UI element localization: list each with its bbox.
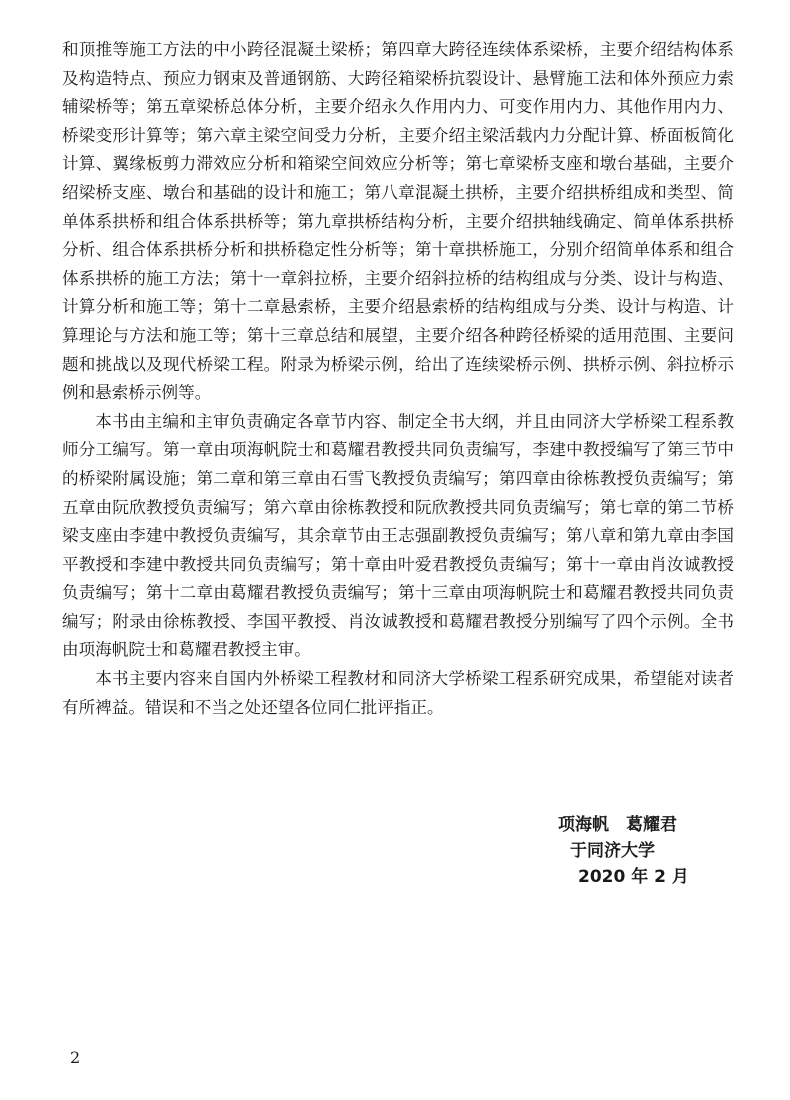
author-affiliation: 于同济大学 [570, 841, 655, 861]
paragraph-closing: 本书主要内容来自国内外桥梁工程教材和同济大学桥梁工程系研究成果，希望能对读者有所裨益。错误和不当之处还望各位同仁批评指正。 [62, 669, 734, 717]
paragraph-chapter-overview: 和顶推等施工方法的中小跨径混凝土梁桥；第四章大跨径连续体系梁桥，主要介绍结构体系及构造特点、预应力钢束及普通钢筋、大跨径箱梁桥抗裂设计、悬臂施工法和体外预应力索辅梁桥等；第五章梁桥总体分析，主要介绍永久作用内力、可变作用内力、其他作用内力、桥梁变形计算等；第六章主梁空间受力分析，主要介绍主梁活载内力分配计算、桥面板简化计算、翼缘板剪力滞效应分析和箱梁空间效应分析等；第七章梁桥支座和墩台基础，主要介绍梁桥支座、墩台和基础的设计和施工；第八章混凝土拱桥，主要介绍拱桥组成和类型、简单体系拱桥和组合体系拱桥等；第九章拱桥结构分析，主要介绍拱轴线确定、简单体系拱桥分析、组合体系拱桥分析和拱桥稳定性分析等；第十章拱桥施工，分别介绍简单体系和组合体系拱桥的施工方法；第十一章斜拉桥，主要介绍斜拉桥的结构组成与分类、设计与构造、计算分析和施工等；第十二章悬索桥，主要介绍悬索桥的结构组成与分类、设计与构造、计算理论与方法和施工等；第十三章总结和展望，主要介绍各种跨径桥梁的适用范围、主要问题和挑战以及现代桥梁工程。附录为桥梁示例，给出了连续梁桥示例、拱桥示例、斜拉桥示例和悬索桥示例等。 [62, 40, 734, 403]
signature-block [500, 812, 740, 890]
author-names: 项海帆 葛耀君 [558, 815, 677, 835]
paragraph-authorship: 本书由主编和主审负责确定各章节内容、制定全书大纲，并且由同济大学桥梁工程系教师分工编写。第一章由项海帆院士和葛耀君教授共同负责编写，李建中教授编写了第三节中的桥梁附属设施；第二章和第三章由石雪飞教授负责编写；第四章由徐栋教授负责编写；第五章由阮欣教授负责编写；第六章由徐栋教授和阮欣教授共同负责编写；第七章的第二节桥梁支座由李建中教授负责编写，其余章节由王志强副教授负责编写；第八章和第九章由李国平教授和李建中教授共同负责编写；第十章由叶爱君教授负责编写；第十一章由肖汝诚教授负责编写；第十二章由葛耀君教授负责编写；第十三章由项海帆院士和葛耀君教授共同负责编写；附录由徐栋教授、李国平教授、肖汝诚教授和葛耀君教授分别编写了四个示例。全书由项海帆院士和葛耀君教授主审。 [62, 411, 734, 660]
body-text [62, 36, 734, 722]
signature-date: 2020 年 2 月 [578, 867, 689, 887]
page-number: 2 [70, 1048, 81, 1067]
